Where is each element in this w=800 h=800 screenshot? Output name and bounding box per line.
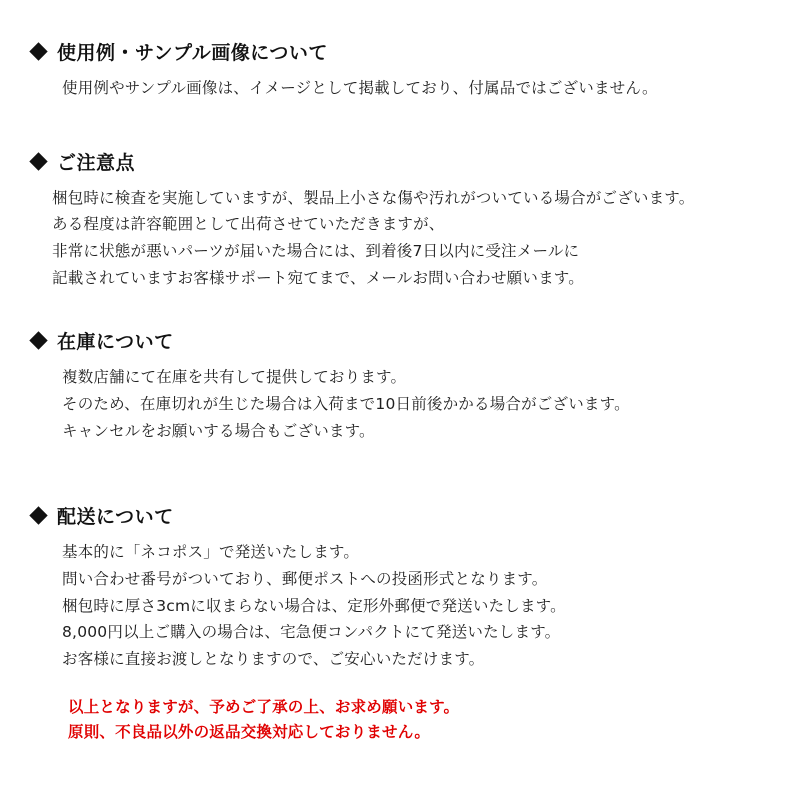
diamond-bullet-icon bbox=[29, 42, 47, 60]
section-heading-shipping bbox=[32, 502, 774, 529]
body-line: 複数店舗にて在庫を共有して提供しております。 bbox=[62, 368, 407, 387]
section-stock bbox=[26, 327, 774, 444]
spacer bbox=[26, 673, 774, 695]
section-heading-usage-example bbox=[32, 38, 774, 65]
spacer bbox=[26, 444, 774, 502]
section-body-shipping bbox=[62, 539, 774, 672]
body-line: お客様に直接お渡しとなりますので、ご安心いただけます。 bbox=[62, 649, 485, 668]
spacer bbox=[26, 291, 774, 327]
body-line: 梱包時に検査を実施していますが、製品上小さな傷や汚れがついている場合がございます。 bbox=[52, 188, 695, 207]
body-line: キャンセルをお願いする場合もございます。 bbox=[62, 421, 375, 440]
section-body-stock bbox=[62, 364, 774, 444]
section-heading-text: ご注意点 bbox=[57, 151, 136, 174]
section-body-cautions bbox=[52, 185, 774, 292]
section-shipping bbox=[26, 502, 774, 672]
notice-line: 以上となりますが、予めご了承の上、お求め願います。 bbox=[68, 697, 460, 716]
section-cautions bbox=[26, 148, 774, 292]
diamond-bullet-icon bbox=[29, 152, 47, 170]
body-line: 基本的に「ネコポス」で発送いたします。 bbox=[62, 543, 360, 562]
body-line: 記載されていますお客様サポート宛てまで、メールお問い合わせ願います。 bbox=[52, 268, 584, 287]
diamond-bullet-icon bbox=[29, 332, 47, 350]
body-line: 問い合わせ番号がついており、郵便ポストへの投函形式となります。 bbox=[62, 569, 548, 588]
diamond-bullet-icon bbox=[29, 507, 47, 525]
section-heading-text: 使用例・サンプル画像について bbox=[57, 42, 328, 64]
section-heading-cautions bbox=[32, 148, 774, 175]
section-body-usage-example bbox=[62, 75, 774, 102]
section-usage-example bbox=[26, 38, 774, 102]
section-heading-text: 在庫について bbox=[57, 331, 174, 354]
body-line: ある程度は許容範囲として出荷させていただきますが、 bbox=[52, 215, 445, 234]
notice-line: 原則、不良品以外の返品交換対応しておりません。 bbox=[68, 722, 431, 741]
body-line: そのため、在庫切れが生じた場合は入荷まで10日前後かかる場合がございます。 bbox=[62, 394, 630, 413]
section-heading-stock bbox=[32, 327, 774, 354]
spacer bbox=[26, 102, 774, 148]
body-line: 梱包時に厚さ3cmに収まらない場合は、定形外郵便で発送いたします。 bbox=[62, 596, 566, 615]
body-line: 8,000円以上ご購入の場合は、宅急便コンパクトにて発送いたします。 bbox=[62, 623, 561, 642]
body-line: 使用例やサンプル画像は、イメージとして掲載しており、付属品ではございません。 bbox=[62, 79, 658, 97]
section-heading-text: 配送について bbox=[57, 506, 174, 529]
important-notice bbox=[68, 695, 774, 745]
body-line: 非常に状態が悪いパーツが届いた場合には、到着後7日以内に受注メールに bbox=[52, 241, 580, 260]
